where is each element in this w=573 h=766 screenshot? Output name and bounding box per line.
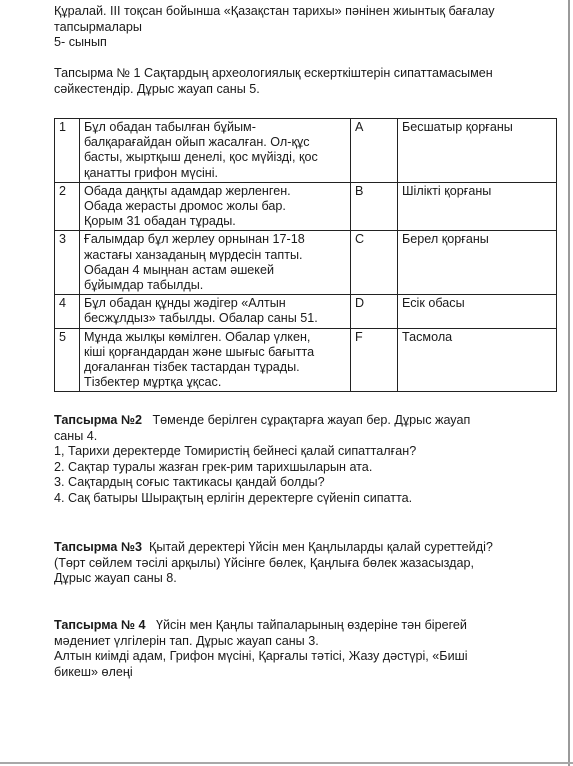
row-description [80,231,351,295]
header-line-2: тапсырмалары [54,19,142,34]
desc-line: Ғалымдар бұл жерлеу орнынан 17-18 [84,232,305,247]
task1-line-2: сәйкестендір. Дұрыс жауап саны 5. [54,81,260,96]
row-description [80,295,351,328]
task2-instruction: Төменде берілген сұрақтарға жауап бер. Дұрыс жауап [152,413,471,427]
row-monument-name: Тасмола [398,328,557,392]
desc-line: Бұл обадан табылған бұйым- [84,120,256,134]
desc-line: Обада жерасты дромос жолы бар. [84,199,286,214]
task2-question-3: 3. Сақтардың соғыс тактикасы қандай болды? [54,475,325,489]
task4-line-4: бикеш» өлеңі [54,664,133,679]
table-row [55,182,557,231]
task4-title: Тапсырма № 4 [54,618,146,632]
row-number: 1 [55,119,80,183]
task3-line-3: Дұрыс жауап саны 8. [54,571,177,585]
task2-line-2: саны 4. [54,428,98,443]
desc-line: Мұнда жылқы көмілген. Обалар үлкен, [84,329,311,344]
task4-line-2: мәдениет үлгілерін тап. Дұрыс жауап саны 3. [54,633,319,648]
document-header [54,4,554,51]
row-number: 3 [55,231,80,295]
table-row [55,295,557,328]
row-letter: B [351,182,398,231]
desc-line: жастағы ханзаданың мүрдесін тапты. [84,247,303,262]
task2-title: Тапсырма №2 [54,413,142,427]
desc-line: Тізбектер мұртқа ұқсас. [84,375,222,390]
row-description [80,328,351,392]
task4-instruction: Үйсін мен Қаңлы тайпаларының өздеріне тән бірегей [155,618,467,632]
matching-table [54,118,557,392]
row-description [80,182,351,231]
cut-off-top-line [54,0,573,3]
task3-line-1 [54,540,554,556]
desc-line: балқарағайдан ойып жасалған. Ол-құс [84,135,310,150]
desc-line: бұйымдар табылды. [84,278,204,293]
row-letter: F [351,328,398,392]
task1-instruction [54,66,554,97]
task3-title: Тапсырма №3 [54,540,142,554]
row-monument-name: Есік обасы [398,295,557,328]
task2-line-1 [54,413,554,429]
table-row [55,119,557,183]
table-row [55,231,557,295]
table-row [55,328,557,392]
task3-line-2: (Төрт сөйлем тәсілі арқылы) Үйсінге бөлек, Қаңлыға бөлек жазасыздар, [54,555,475,570]
task3-section [54,540,554,587]
task4-section [54,618,554,680]
desc-line: доғаланған тізбек тастардан тұрады. [84,360,300,375]
row-number: 2 [55,182,80,231]
page-bottom-edge [0,762,573,764]
row-letter: D [351,295,398,328]
page-right-edge [568,0,570,766]
row-number: 4 [55,295,80,328]
desc-line: басты, жыртқыш денелі, қос мүйізді, қос [84,150,318,165]
desc-line: Бұл обадан құнды жәдігер «Алтын [84,296,286,311]
row-monument-name: Берел қорғаны [398,231,557,295]
desc-line: кіші қорғандардан және шығыс бағытта [84,344,315,359]
desc-line: Обада даңқты адамдар жерленген. [84,183,291,198]
row-number: 5 [55,328,80,392]
task4-line-1 [54,618,554,634]
task4-line-3: Алтын киімді адам, Грифон мүсіні, Қарғалы тәтісі, Жазу дәстүрі, «Биші [54,649,468,663]
task2-question-1: 1, Тарихи деректерде Томиристің бейнесі қалай сипатталған? [54,444,417,458]
task2-question-2: 2. Сақтар туралы жазған грек-рим тарихшыларын ата. [54,459,373,474]
row-letter: A [351,119,398,183]
row-letter: C [351,231,398,295]
task1-line-1: Тапсырма № 1 Сақтардың археологиялық ескерткіштерін сипаттамасымен [54,66,493,80]
desc-line: қанатты грифон мүсіні. [84,165,219,180]
row-monument-name: Шілікті қорғаны [398,182,557,231]
desc-line: Обадан 4 мыңнан астам әшекей [84,262,275,277]
row-monument-name: Бесшатыр қорғаны [398,119,557,183]
header-line-1: Құралай. III тоқсан бойынша «Қазақстан тарихы» пәнінен жиынтық бағалау [54,4,495,18]
desc-line: бесжұлдыз» табылды. Обалар саны 51. [84,311,318,326]
task3-instruction: Қытай деректері Үйсін мен Қаңлыларды қалай суреттейді? [148,540,493,554]
desc-line: Қорым 31 обадан тұрады. [84,214,236,229]
task2-section [54,413,554,506]
grade-label: 5- сынып [54,35,107,49]
row-description [80,119,351,183]
task2-question-4: 4. Сақ батыры Шырақтың ерлігін деректерге сүйеніп сипатта. [54,490,413,505]
